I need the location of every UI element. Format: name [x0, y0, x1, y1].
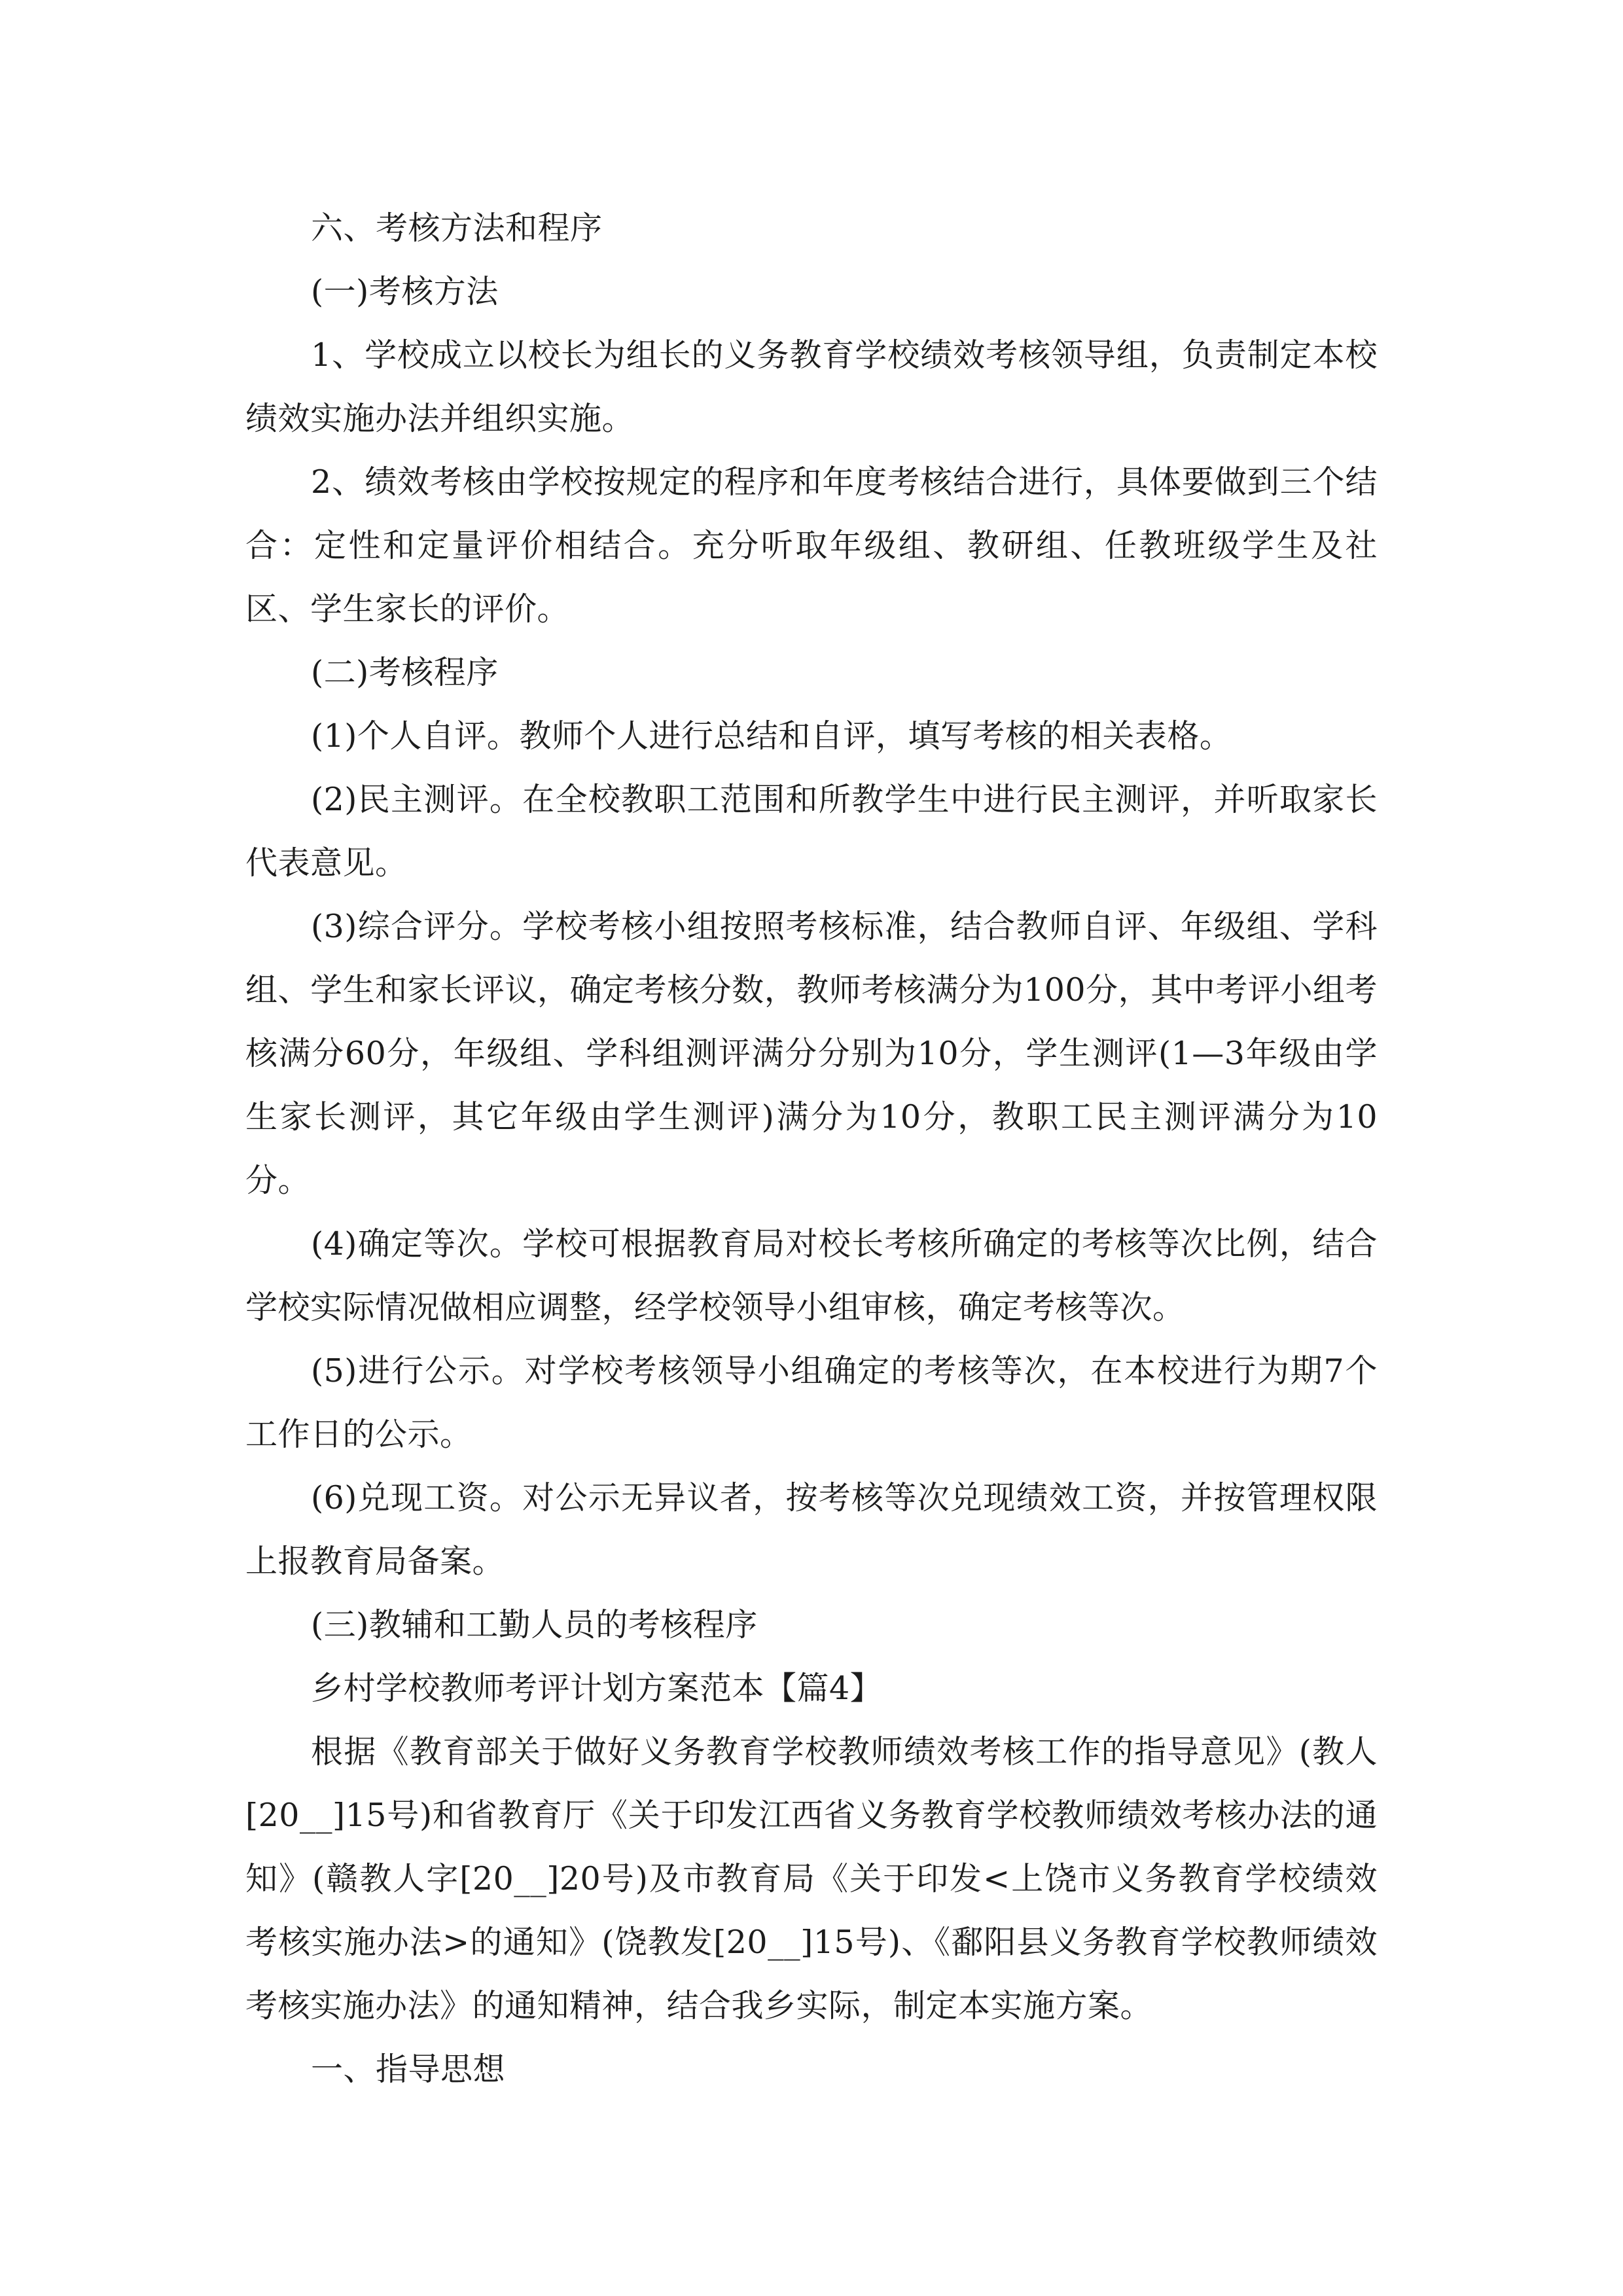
subsection-heading-procedure: (二)考核程序 — [311, 654, 499, 691]
subsection-heading-methods: (一)考核方法 — [311, 273, 499, 310]
document-body — [245, 196, 1378, 2101]
paragraph-step-2: (2)民主测评。在全校教职工范围和所教学生中进行民主测评，并听取家长代表意见。 — [245, 781, 1378, 882]
paragraph-step-5: (5)进行公示。对学校考核领导小组确定的考核等次，在本校进行为期7个工作日的公示。 — [245, 1352, 1378, 1453]
article-title-part-4: 乡村学校教师考评计划方案范本【篇4】 — [311, 1670, 883, 1707]
subsection-heading-support-staff: (三)教辅和工勤人员的考核程序 — [311, 1606, 758, 1643]
paragraph-method-1: 1、学校成立以校长为组长的义务教育学校绩效考核领导组，负责制定本校绩效实施办法并组织实施。 — [245, 336, 1378, 437]
section-heading-methods-procedure: 六、考核方法和程序 — [311, 209, 603, 247]
section-heading-guiding-ideology: 一、指导思想 — [311, 2051, 506, 2088]
paragraph-basis: 根据《教育部关于做好义务教育学校教师绩效考核工作的指导意见》(教人[20__]15号)和省教育厅《关于印发江西省义务教育学校教师绩效考核办法的通知》(赣教人字[20__]20号)及市教育局《关于印发<上饶市义务教育学校绩效考核实施办法>的通知》(饶教发[20__]15号)、《鄱阳县义务教育学校教师绩效考核实施办法》的通知精神，结合我乡实际，制定本实施方案。 — [245, 1733, 1378, 2024]
paragraph-step-3: (3)综合评分。学校考核小组按照考核标准，结合教师自评、年级组、学科组、学生和家长评议，确定考核分数，教师考核满分为100分，其中考评小组考核满分60分，年级组、学科组测评满分分别为10分，学生测评(1—3年级由学生家长测评，其它年级由学生测评)满分为10分，教职工民主测评满分为10分。 — [245, 908, 1378, 1199]
paragraph-step-4: (4)确定等次。学校可根据教育局对校长考核所确定的考核等次比例，结合学校实际情况做相应调整，经学校领导小组审核，确定考核等次。 — [245, 1225, 1378, 1326]
paragraph-step-6: (6)兑现工资。对公示无异议者，按考核等次兑现绩效工资，并按管理权限上报教育局备案。 — [245, 1479, 1378, 1580]
paragraph-step-1: (1)个人自评。教师个人进行总结和自评，填写考核的相关表格。 — [311, 717, 1232, 755]
paragraph-method-2: 2、绩效考核由学校按规定的程序和年度考核结合进行，具体要做到三个结合：定性和定量评价相结合。充分听取年级组、教研组、任教班级学生及社区、学生家长的评价。 — [245, 463, 1378, 628]
